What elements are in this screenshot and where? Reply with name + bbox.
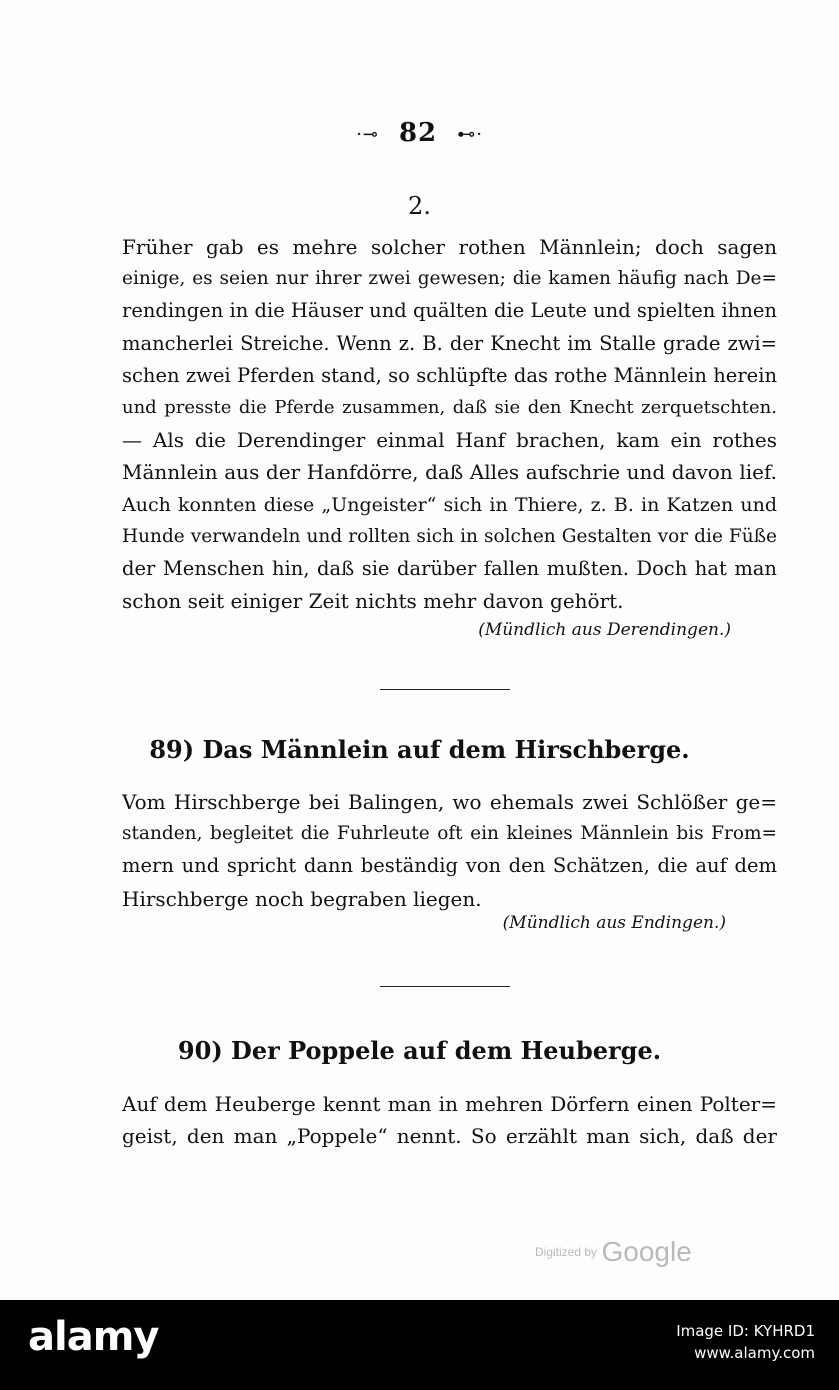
story-88-paragraph	[122, 231, 777, 617]
section-divider	[380, 986, 510, 987]
text-line: Hirschberge noch begraben liegen.	[122, 886, 482, 911]
text-line: standen, begleitet die Fuhrleute oft ein kleines Männlein bis From=	[122, 823, 777, 845]
section-divider	[380, 689, 510, 690]
story-90-title: 90) Der Poppele auf dem Heuberge.	[177, 1036, 662, 1065]
text-line: einige, es seien nur ihrer zwei gewesen; die kamen häufig nach De=	[122, 268, 777, 290]
ornament-left-icon: ·⊸	[356, 123, 379, 145]
site-url: www.alamy.com	[694, 1344, 815, 1362]
image-id-block	[676, 1320, 815, 1364]
text-line: Hunde verwandeln und rollten sich in solchen Gestalten vor die Füße	[122, 525, 777, 547]
source-note: (Mündlich aus Endingen.)	[502, 913, 726, 933]
text-line: — Als die Derendinger einmal Hanf brachen, kam ein rothes	[122, 428, 777, 453]
text-line: mancherlei Streiche. Wenn z. B. der Knecht im Stalle grade zwi=	[122, 331, 777, 355]
ornament-right-icon: ⊷·	[457, 123, 483, 145]
source-note: (Mündlich aus Derendingen.)	[478, 620, 731, 640]
text-line: Früher gab es mehre solcher rothen Männlein; doch sagen	[122, 235, 777, 259]
page-header	[0, 118, 839, 148]
text-line: Vom Hirschberge bei Balingen, wo ehemals zwei Schlößer ge=	[122, 790, 777, 814]
story-89-title: 89) Das Männlein auf dem Hirschberge.	[149, 735, 690, 764]
google-logo: Google	[601, 1236, 692, 1267]
story-89-paragraph	[122, 786, 777, 915]
alamy-logo: alamy	[28, 1314, 159, 1360]
page-number: 82	[398, 118, 438, 148]
google-digitized-watermark	[535, 1236, 692, 1268]
text-line: schen zwei Pferden stand, so schlüpfte das rothe Männlein herein	[122, 363, 777, 387]
watermark-prefix: Digitized by	[535, 1245, 598, 1259]
text-line: geist, den man „Poppele“ nennt. So erzählt man sich, daß der	[122, 1124, 777, 1149]
text-line: und presste die Pferde zusammen, daß sie den Knecht zerquetschten.	[122, 397, 777, 419]
text-line: mern und spricht dann beständig von den Schätzen, die auf dem	[122, 854, 777, 878]
story-90-paragraph	[122, 1088, 777, 1152]
text-line: der Menschen hin, daß sie darüber fallen mußten. Doch hat man	[122, 557, 777, 581]
text-line: schon seit einiger Zeit nichts mehr davon gehört.	[122, 589, 624, 614]
text-line: Auch konnten diese „Ungeister“ sich in Thiere, z. B. in Katzen und	[122, 493, 777, 516]
text-line: rendingen in die Häuser und quälten die Leute und spielten ihnen	[122, 299, 777, 323]
text-line: Auf dem Heuberge kennt man in mehren Dörfern einen Polter=	[122, 1092, 777, 1116]
image-id: Image ID: KYHRD1	[676, 1322, 815, 1340]
section-number: 2.	[408, 192, 431, 220]
text-line: Männlein aus der Hanfdörre, daß Alles aufschrie und davon lief.	[122, 460, 777, 485]
